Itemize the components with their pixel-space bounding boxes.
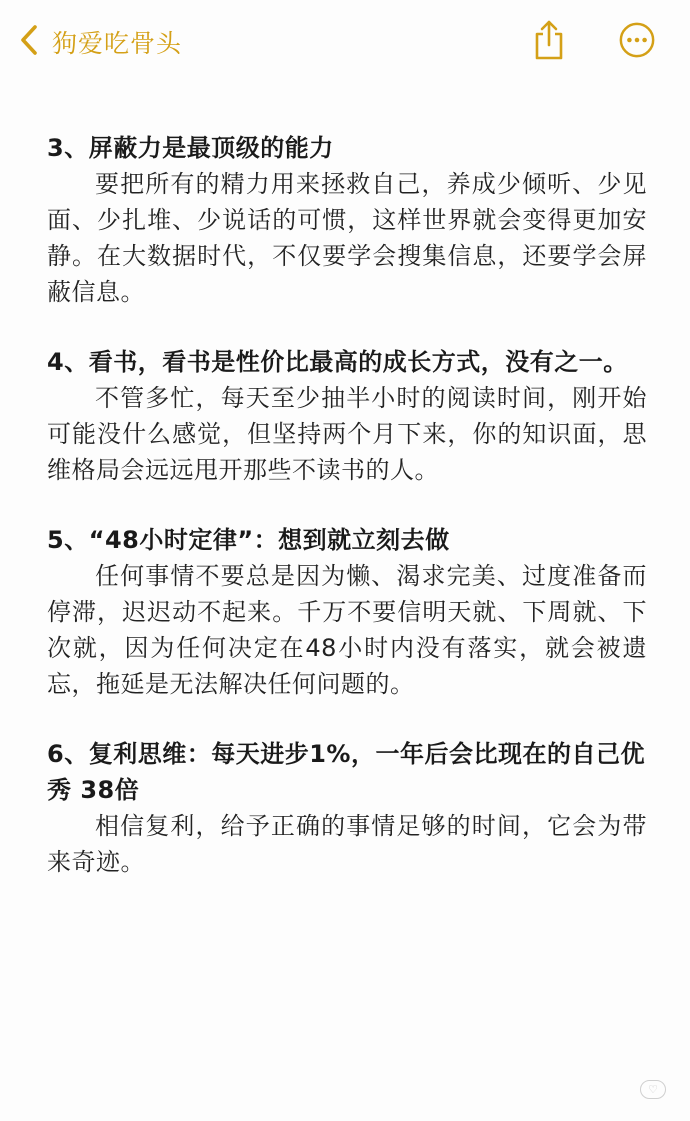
section-5: [47, 522, 647, 702]
section-heading: 3、屏蔽力是最顶级的能力: [47, 134, 334, 162]
navigation-bar: [0, 0, 690, 86]
back-label: 狗爱吃骨头: [52, 29, 183, 58]
section-heading: 4、看书，看书是性价比最高的成长方式，没有之一。: [47, 348, 628, 376]
section-body: 任何事情不要总是因为懒、渴求完美、过度准备而停滞，迟迟动不起来。千万不要信明天就、下周就、下次就，因为任何决定在48小时内没有落实，就会被遗忘，拖延是无法解决任何问题的。: [47, 562, 647, 698]
chevron-left-icon: [18, 23, 40, 61]
more-button[interactable]: [614, 18, 660, 66]
share-button[interactable]: [526, 18, 572, 66]
share-icon: [531, 18, 567, 66]
note-content[interactable]: [47, 130, 647, 914]
back-button[interactable]: [18, 20, 182, 64]
watermark-logo: ♡: [640, 1080, 666, 1099]
section-heading: 6、复利思维：每天进步1%，一年后会比现在的自己优秀 38倍: [47, 740, 645, 804]
section-body: 要把所有的精力用来拯救自己，养成少倾听、少见面、少扎堆、少说话的可惯，这样世界就会变得更加安静。在大数据时代，不仅要学会搜集信息，还要学会屏蔽信息。: [47, 170, 647, 306]
section-heading: 5、“48小时定律”：想到就立刻去做: [47, 526, 450, 554]
section-body: 不管多忙，每天至少抽半小时的阅读时间，刚开始可能没什么感觉，但坚持两个月下来，你的知识面，思维格局会远远甩开那些不读书的人。: [47, 384, 647, 484]
section-body: 相信复利，给予正确的事情足够的时间，它会为带来奇迹。: [47, 812, 647, 876]
section-6: [47, 736, 647, 880]
section-4: [47, 344, 647, 488]
section-3: [47, 130, 647, 310]
watermark: [640, 1080, 666, 1103]
more-icon: [618, 21, 656, 63]
